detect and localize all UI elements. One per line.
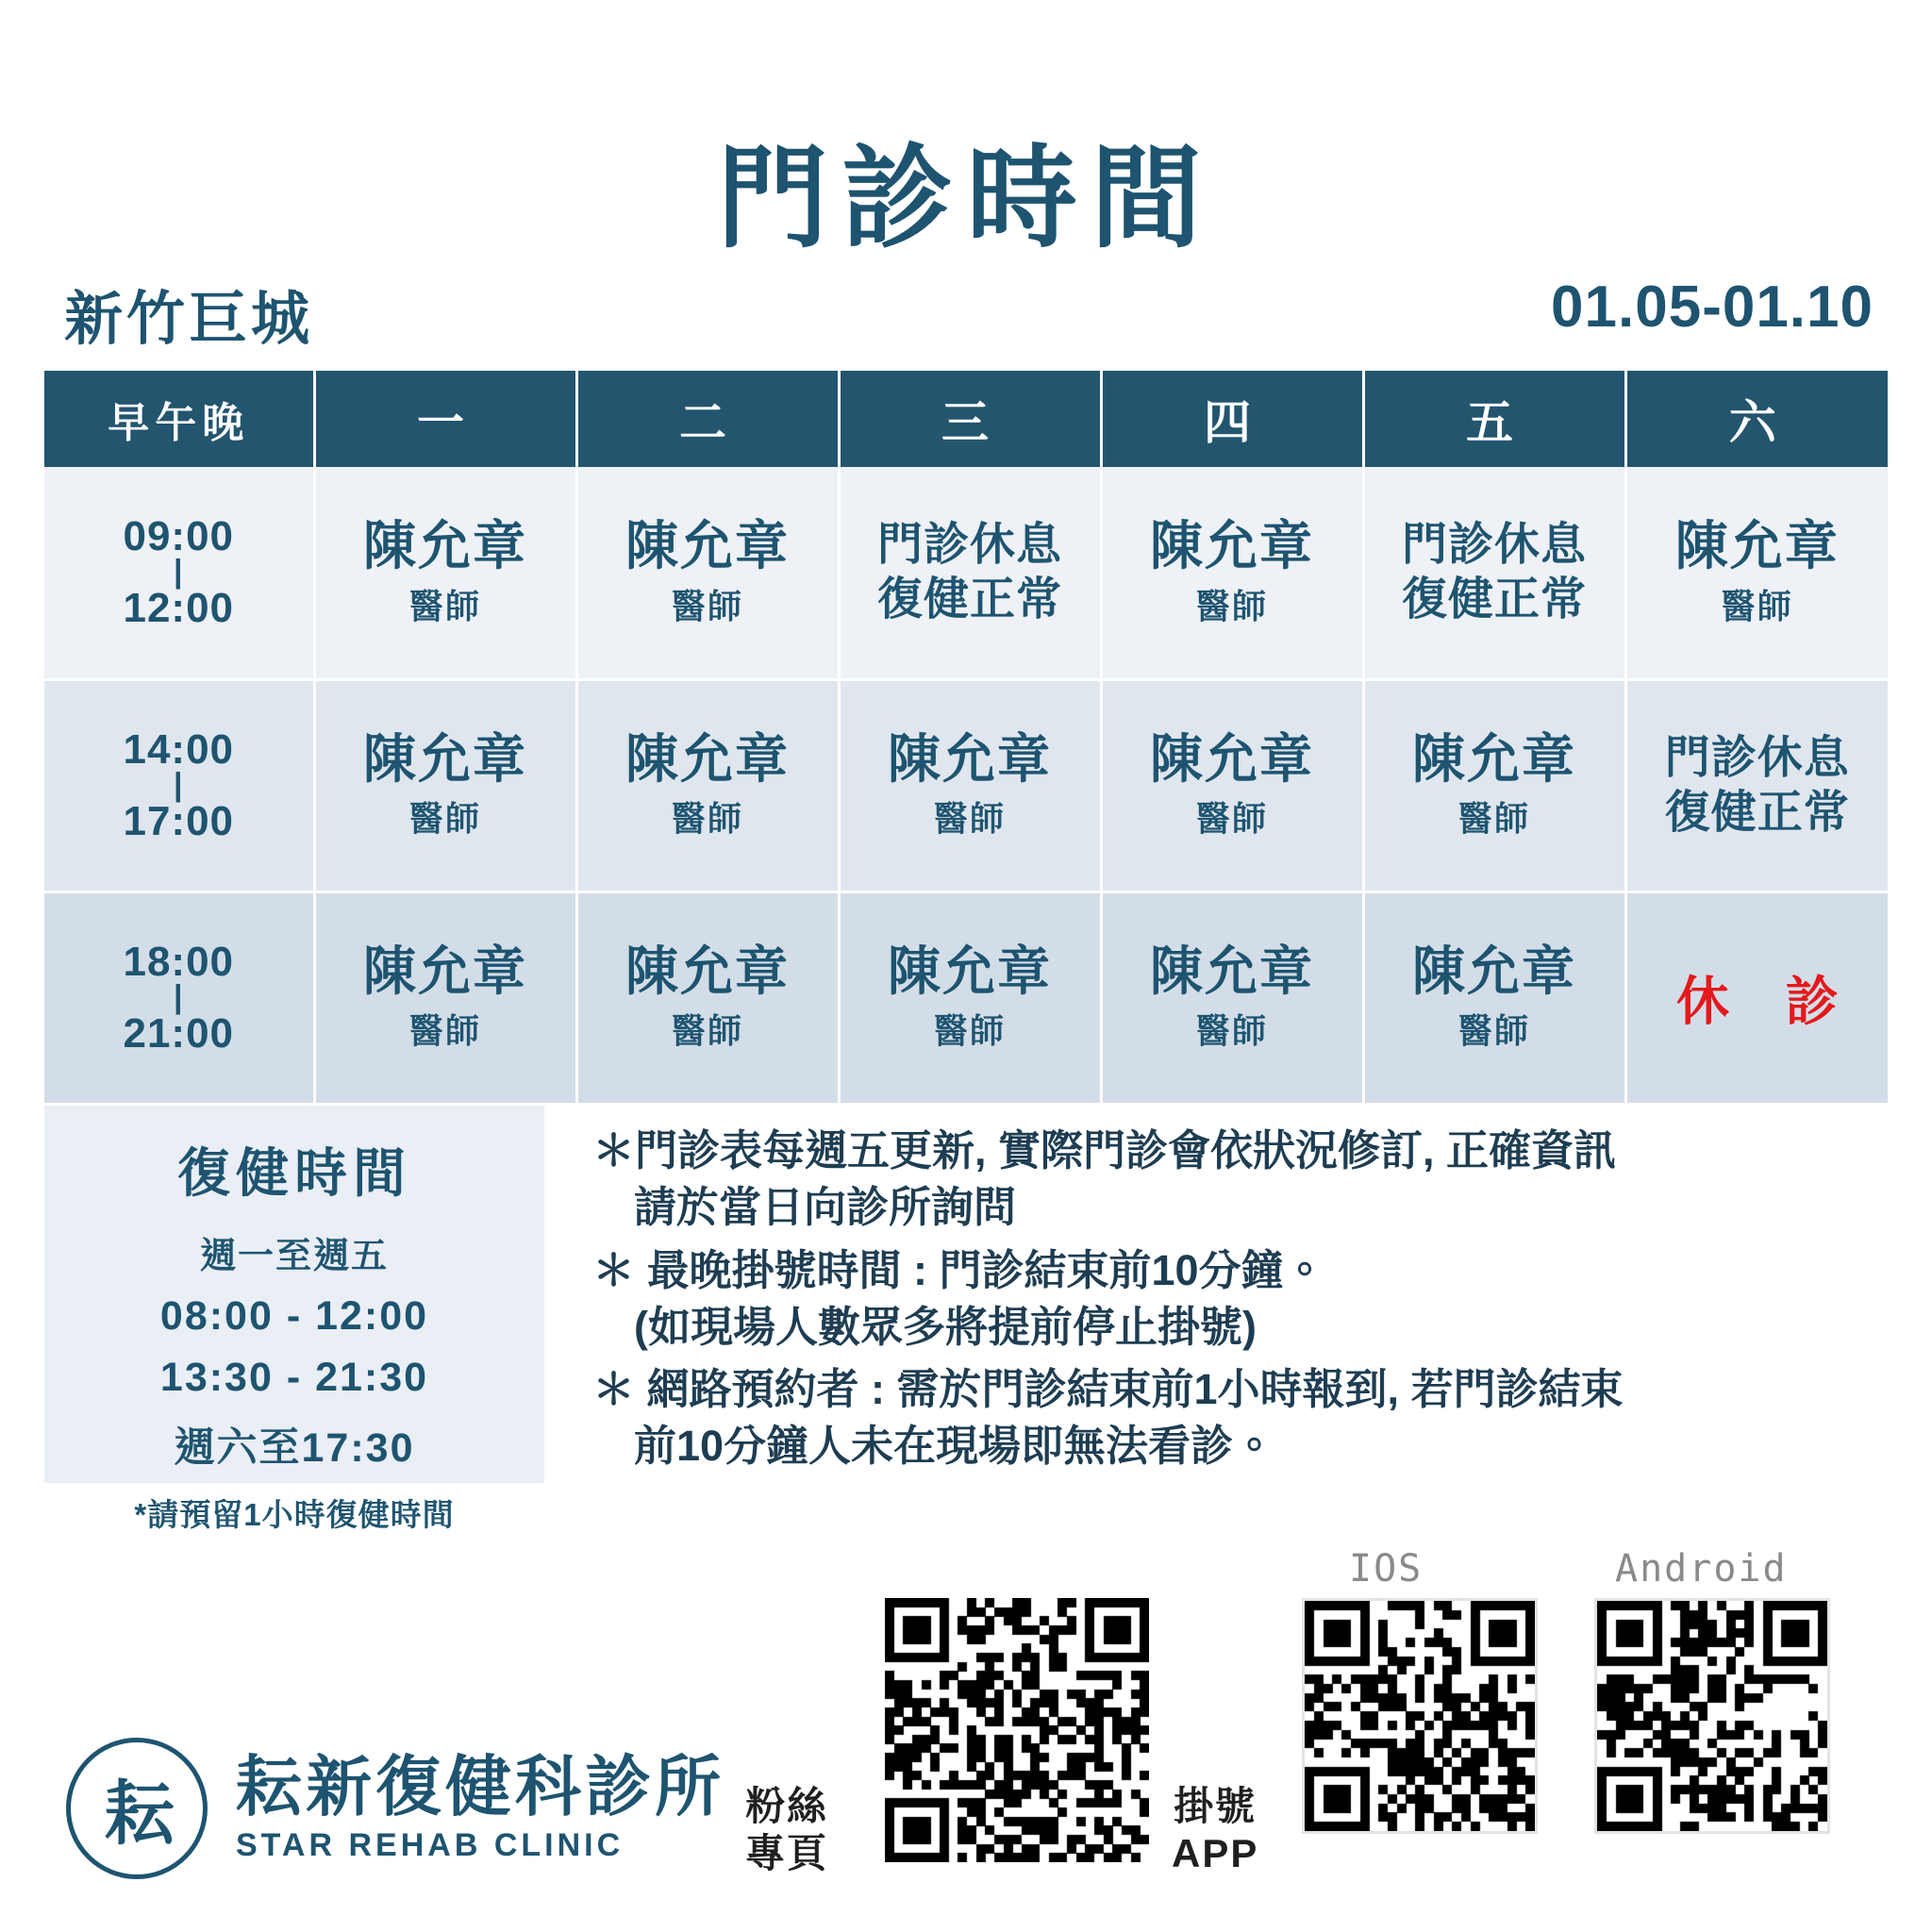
fanpage-qr-code[interactable]: [885, 1598, 1149, 1862]
doctor-name: 陳允章: [888, 941, 1052, 1001]
slot-note: [1366, 518, 1624, 626]
time-cell-morning: [44, 467, 314, 679]
doctor-name: 陳允章: [625, 515, 790, 575]
slot-fri-morning: [1363, 467, 1625, 679]
column-header-thu: 四: [1101, 371, 1363, 467]
note-item-registration: [592, 1242, 1896, 1357]
android-app-qr-code[interactable]: [1594, 1598, 1830, 1834]
slot-mon-evening: [314, 891, 576, 1104]
doctor-title: 醫師: [408, 799, 481, 839]
slot-mon-morning: [314, 467, 576, 679]
clinic-name-zh: 耘新復健科診所: [236, 1749, 724, 1824]
doctor-title: 醫師: [1195, 799, 1268, 839]
slot-tue-evening: [576, 891, 839, 1104]
time-separator: |: [173, 978, 184, 1015]
app-label-line2: APP: [1172, 1830, 1259, 1875]
rehab-hours-saturday: 週六至17:30: [174, 1425, 415, 1471]
column-header-time: 早午晚: [44, 371, 314, 467]
doctor-name: 陳允章: [363, 515, 527, 575]
logo-circle-icon: [66, 1738, 208, 1879]
note-cont: 請於當日向診所詢問: [634, 1183, 1017, 1232]
doctor-name: 陳允章: [888, 728, 1052, 789]
time-start: 09:00: [123, 512, 235, 559]
doctor-name: 陳允章: [625, 728, 790, 789]
note-main: ＊ 網路預約者 : 需於門診結束前1小時報到, 若門診結束: [592, 1365, 1624, 1414]
fanpage-label-line1: 粉絲: [745, 1784, 829, 1828]
time-separator: |: [173, 554, 184, 591]
column-header-mon: 一: [314, 371, 576, 467]
rehab-subtitle: 週一至週五: [199, 1237, 389, 1276]
notes-list: [592, 1123, 1896, 1481]
rehab-title: 復健時間: [177, 1143, 411, 1203]
doctor-name: 陳允章: [363, 728, 527, 789]
ios-label: IOS: [1349, 1547, 1424, 1591]
schedule-table-body: [44, 467, 1888, 1104]
logo-text-block: [236, 1749, 724, 1865]
note-item-update: [592, 1123, 1896, 1237]
table-row: [44, 891, 1888, 1104]
app-label-line1: 掛號: [1174, 1784, 1257, 1828]
logo-glyph: 耘: [105, 1774, 169, 1853]
doctor-name: 陳允章: [1150, 728, 1314, 789]
rehab-hours-afternoon: 13:30 - 21:30: [159, 1355, 429, 1400]
fanpage-label: [745, 1783, 828, 1876]
table-row: [44, 679, 1888, 891]
rehab-hours-morning: 08:00 - 12:00: [159, 1293, 429, 1339]
slot-thu-morning: [1101, 467, 1363, 679]
slot-note-line2: 復健正常: [1664, 787, 1850, 838]
slot-tue-afternoon: [576, 679, 839, 891]
time-separator: |: [173, 766, 184, 803]
ios-app-qr-code[interactable]: [1302, 1598, 1538, 1834]
time-cell-evening: [44, 891, 314, 1104]
time-end: 21:00: [123, 1010, 235, 1058]
doctor-name: 陳允章: [1412, 941, 1576, 1001]
doctor-title: 醫師: [671, 586, 743, 625]
page-title: 門診時間: [716, 137, 1215, 261]
column-header-sat: 六: [1625, 371, 1888, 467]
slot-mon-afternoon: [314, 679, 576, 891]
time-start: 14:00: [123, 725, 235, 773]
android-label: Android: [1615, 1547, 1788, 1591]
doctor-name: 陳允章: [1412, 728, 1576, 789]
note-main: ＊門診表每週五更新, 實際門診會依狀況修訂, 正確資訊: [592, 1126, 1617, 1174]
date-range: 01.05-01.10: [1551, 275, 1874, 340]
time-end: 17:00: [123, 798, 235, 845]
column-header-fri: 五: [1363, 371, 1625, 467]
slot-sat-morning: [1625, 467, 1888, 679]
slot-thu-evening: [1101, 891, 1363, 1104]
doctor-name: 陳允章: [1674, 515, 1840, 575]
fanpage-label-line2: 專頁: [745, 1830, 829, 1875]
time-end: 12:00: [123, 585, 235, 632]
app-label: [1172, 1783, 1258, 1876]
slot-note-line1: 門診休息: [876, 520, 1062, 571]
doctor-title: 醫師: [1457, 1011, 1530, 1051]
note-cont: (如現場人數眾多將提前停止掛號): [634, 1302, 1257, 1351]
slot-sat-afternoon: [1625, 679, 1888, 891]
doctor-name: 陳允章: [1150, 941, 1314, 1001]
doctor-name: 陳允章: [363, 941, 527, 1001]
doctor-title: 醫師: [671, 799, 743, 839]
doctor-title: 醫師: [1457, 799, 1530, 839]
doctor-title: 醫師: [408, 586, 481, 625]
slot-wed-evening: [839, 891, 1101, 1104]
time-cell-afternoon: [44, 679, 314, 891]
doctor-title: 醫師: [933, 1011, 1006, 1051]
slot-fri-afternoon: [1363, 679, 1625, 891]
slot-tue-morning: [576, 467, 839, 679]
note-cont: 前10分鐘人未在現場即無法看診。: [634, 1422, 1276, 1471]
time-start: 18:00: [123, 938, 235, 985]
doctor-title: 醫師: [408, 1011, 481, 1051]
slot-wed-morning: [839, 467, 1101, 679]
note-main: ＊ 最晚掛號時間 : 門診結束前10分鐘。: [592, 1245, 1326, 1294]
closed-badge: 休 診: [1675, 971, 1859, 1031]
note-item-online-booking: [592, 1361, 1896, 1475]
doctor-name: 陳允章: [1150, 515, 1314, 575]
doctor-title: 醫師: [1721, 586, 1793, 625]
table-header-row: [44, 371, 1888, 467]
doctor-title: 醫師: [1195, 586, 1268, 625]
clinic-branch-name: 新竹巨城: [64, 287, 314, 352]
rehab-note: *請預留1小時復健時間: [134, 1497, 455, 1532]
doctor-name: 陳允章: [625, 941, 790, 1001]
slot-note: [1628, 731, 1888, 840]
slot-note: [841, 518, 1099, 626]
slot-sat-evening: [1625, 891, 1888, 1104]
doctor-title: 醫師: [671, 1011, 743, 1051]
table-row: [44, 467, 1888, 679]
slot-note-line1: 門診休息: [1664, 732, 1850, 783]
slot-note-line2: 復健正常: [1401, 574, 1587, 625]
column-header-tue: 二: [576, 371, 839, 467]
column-header-wed: 三: [839, 371, 1101, 467]
schedule-table: [44, 371, 1888, 1106]
rehab-hours-box: [44, 1106, 544, 1532]
slot-fri-evening: [1363, 891, 1625, 1104]
slot-thu-afternoon: [1101, 679, 1363, 891]
slot-note-line1: 門診休息: [1401, 520, 1587, 571]
clinic-name-en: STAR REHAB CLINIC: [236, 1827, 625, 1864]
doctor-title: 醫師: [1195, 1011, 1268, 1051]
clinic-logo: [66, 1738, 724, 1879]
doctor-title: 醫師: [933, 799, 1006, 839]
slot-note-line2: 復健正常: [876, 574, 1062, 625]
slot-wed-afternoon: [839, 679, 1101, 891]
schedule-table-wrapper: [44, 371, 1888, 1106]
